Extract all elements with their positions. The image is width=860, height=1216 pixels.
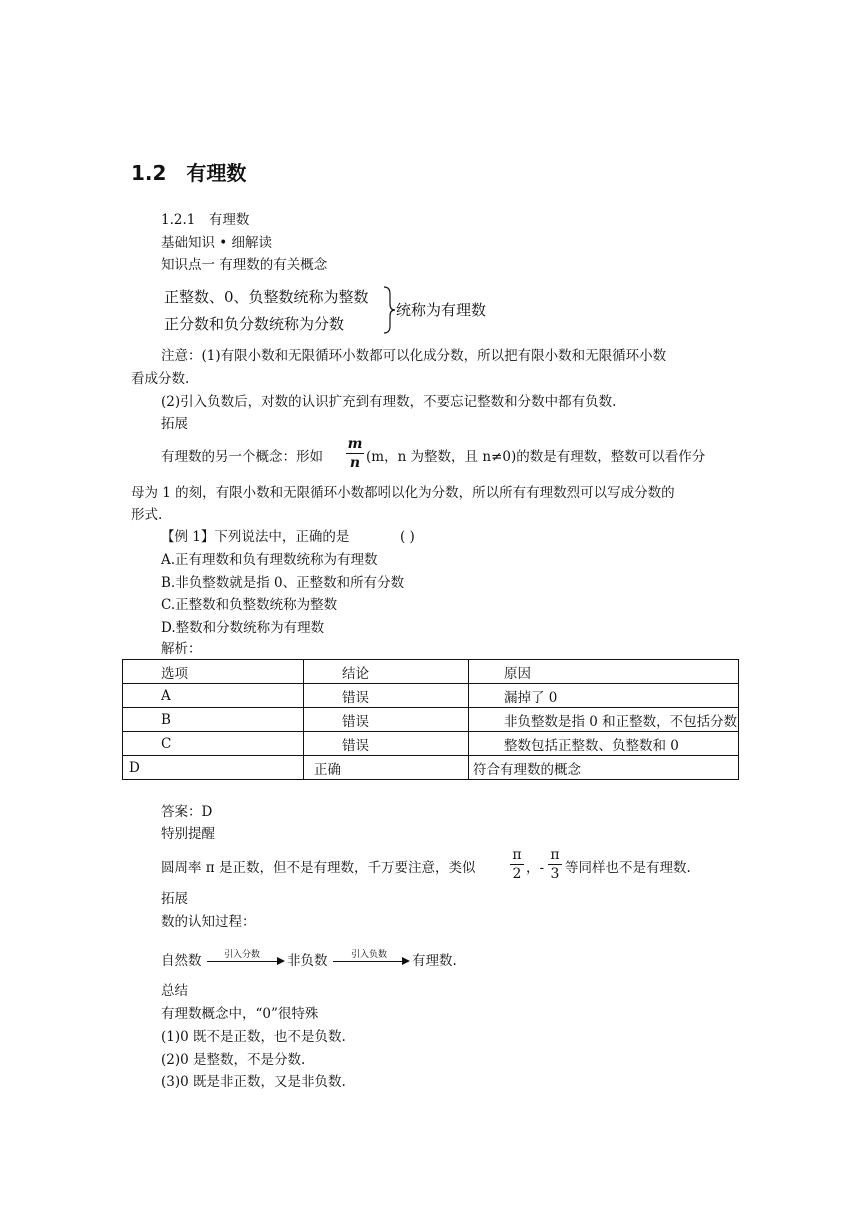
fraction-numerator: π	[512, 847, 522, 863]
fraction-pi-over-3	[548, 847, 562, 882]
basic-label: 基础知识 • 细解读	[161, 235, 273, 251]
summary-item: (3)0 既是非正数，又是非负数.	[161, 1074, 346, 1090]
analysis-label: 解析：	[161, 641, 202, 657]
special-label: 特别提醒	[161, 826, 215, 842]
arrow1-label: 引入分数	[224, 950, 261, 960]
table-row	[123, 756, 739, 780]
note1-line2: 看成分数.	[131, 371, 190, 387]
right-brace-icon	[382, 286, 396, 334]
fraction-denominator: 3	[550, 866, 560, 882]
point1-label: 知识点一 有理数的有关概念	[161, 257, 328, 273]
table-row	[123, 684, 739, 708]
concept-line3: 形式.	[131, 507, 163, 523]
summary-item: (2)0 是整数，不是分数.	[161, 1052, 306, 1068]
table-cell: 错误	[304, 684, 469, 708]
pi-text-a: 圆周率 π 是正数，但不是有理数，千万要注意，类似	[161, 860, 476, 876]
table-header-cell: 结论	[304, 660, 469, 684]
option-c: C.正整数和负整数统称为整数	[161, 597, 338, 613]
concept-prefix: 有理数的另一个概念：形如	[161, 449, 323, 465]
table-row	[123, 732, 739, 756]
table-cell: 正确	[304, 756, 469, 780]
table-cell: 错误	[304, 708, 469, 732]
summary-label: 总结	[161, 983, 188, 999]
table-cell: 错误	[304, 732, 469, 756]
example-label: 【例 1】下列说法中，正确的是	[161, 529, 350, 545]
table-cell: 符合有理数的概念	[469, 756, 739, 780]
note2: (2)引入负数后，对数的认识扩充到有理数，不要忘记整数和分数中都有负数.	[161, 394, 617, 410]
arrow-right-icon	[277, 957, 285, 965]
concept-line2: 母为 1 的刻，有限小数和无限循环小数都吲以化为分数，所以所有有理数烈可以写成分数的	[131, 485, 675, 501]
table-cell: A	[123, 684, 304, 708]
pi-comma: ，-	[526, 860, 545, 876]
summary-item: (1)0 既不是正数，也不是负数.	[161, 1029, 346, 1045]
fraction-numerator: π	[550, 847, 560, 863]
answer: 答案：D	[161, 804, 213, 820]
fraction-pi-over-2	[510, 847, 524, 882]
arrow2-label: 引入负数	[351, 950, 388, 960]
table-cell: 整数包括正整数、负整数和 0	[469, 732, 739, 756]
process-mid: 非负数	[287, 953, 328, 969]
option-a: A.正有理数和负有理数统称为有理数	[161, 552, 378, 568]
table-cell: 非负整数是指 0 和正整数，不包括分数	[469, 708, 739, 732]
fraction-denominator: 2	[512, 866, 522, 882]
arrow2-line	[333, 961, 402, 962]
table-header-row	[123, 660, 739, 684]
fraction-numerator: m	[347, 436, 363, 452]
process-start: 自然数	[161, 953, 202, 969]
extend2-label: 拓展	[161, 891, 188, 907]
process-end: 有理数.	[412, 953, 457, 969]
arrow1-line	[207, 961, 277, 962]
brace-line-fractions: 正分数和负分数统称为分数	[164, 315, 345, 333]
table-cell: 漏掉了 0	[469, 684, 739, 708]
option-b: B.非负整数就是指 0、正整数和所有分数	[161, 575, 405, 591]
table-cell: B	[123, 708, 304, 732]
pi-text-b: 等同样也不是有理数.	[565, 860, 691, 876]
extend1-label: 拓展	[161, 416, 188, 432]
example-answer-blank: ( )	[400, 529, 415, 545]
brace-line-integers: 正整数、0、负整数统称为整数	[164, 288, 369, 306]
arrow-right-icon	[402, 957, 410, 965]
summary-intro: 有理数概念中，“0”很特殊	[161, 1006, 319, 1022]
option-d: D.整数和分数统称为有理数	[161, 620, 325, 636]
note1-line1: 注意：(1)有限小数和无限循环小数都可以化成分数，所以把有限小数和无限循环小数	[161, 348, 667, 364]
table-row	[123, 708, 739, 732]
section-title: 1.2 有理数	[131, 161, 247, 185]
table-header-cell: 原因	[469, 660, 739, 684]
fraction-m-over-n	[346, 436, 364, 471]
analysis-table	[122, 659, 739, 780]
table-header-cell: 选项	[123, 660, 304, 684]
table-cell: D	[123, 756, 304, 780]
fraction-denominator: n	[349, 455, 361, 471]
subsection-title: 1.2.1 有理数	[161, 212, 250, 228]
brace-result: 统称为有理数	[396, 301, 487, 319]
table-cell: C	[123, 732, 304, 756]
concept-suffix: (m，n 为整数，且 n≠0)的数是有理数，整数可以看作分	[366, 449, 706, 465]
process-label: 数的认知过程：	[161, 914, 256, 930]
